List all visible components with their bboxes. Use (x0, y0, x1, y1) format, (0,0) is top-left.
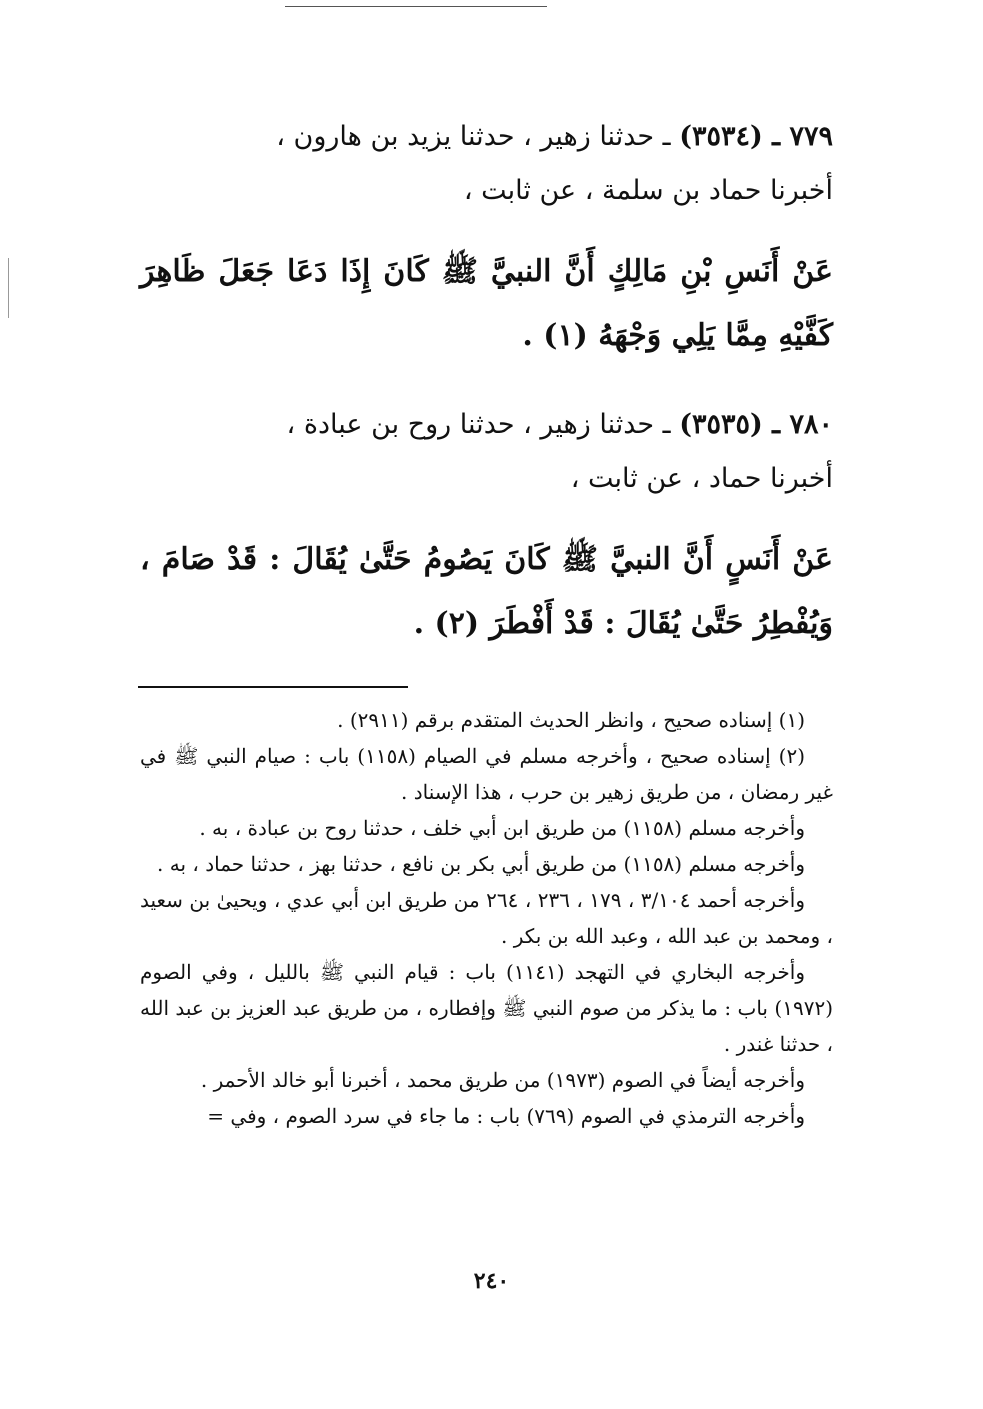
footnote: (٢) إسناده صحيح ، وأخرجه مسلم في الصيام (١١٥٨) باب : صيام النبي ﷺ في غير رمضان ، من طريق زهير بن حرب ، هذا الإسناد . (140, 744, 833, 804)
isnad (140, 398, 833, 506)
isnad-line-1: ـ حدثنا زهير ، حدثنا روح بن عبادة ، (286, 409, 671, 440)
isnad-line-1: ـ حدثنا زهير ، حدثنا يزيد بن هارون ، (276, 121, 671, 152)
footnote: (١) إسناده صحيح ، وانظر الحديث المتقدم برقم (٢٩١١) . (337, 708, 805, 732)
hadith-entry-779 (140, 110, 833, 368)
footnotes (140, 702, 833, 1134)
footnote: وأخرجه أيضاً في الصوم (١٩٧٣) من طريق محمد ، أخبرنا أبو خالد الأحمر . (200, 1068, 805, 1092)
hadith-entry-780 (140, 398, 833, 656)
hadith-number: ٧٧٩ ـ (٣٥٣٤) (679, 121, 833, 152)
page-number: ٢٤٠ (473, 1268, 510, 1294)
scan-mark (8, 258, 9, 318)
footnote: وأخرجه مسلم (١١٥٨) من طريق أبي بكر بن نافع ، حدثنا بهز ، حدثنا حماد ، به . (157, 852, 805, 876)
footnote: وأخرجه أحمد ٣/١٠٤ ، ١٧٩ ، ٢٣٦ ، ٢٦٤ من طريق ابن أبي عدي ، ويحيىٰ بن سعيد ، ومحمد بن عبد الله ، وعبد الله بن بكر . (140, 888, 833, 948)
footnote: وأخرجه مسلم (١١٥٨) من طريق ابن أبي خلف ، حدثنا روح بن عبادة ، به . (199, 816, 805, 840)
page-body (140, 110, 833, 1134)
isnad-line-2: أخبرنا حماد بن سلمة ، عن ثابت ، (463, 175, 833, 206)
footnote-separator (138, 686, 408, 688)
matn: عَنْ أَنَسِ بْنِ مَالِكٍ أَنَّ النبيَّ ﷺ كَانَ إِذَا دَعَا جَعَلَ ظَاهِرَ كَفَّيْهِ مِمَّا يَلِي وَجْهَهُ (١) . (140, 254, 833, 353)
isnad-line-2: أخبرنا حماد ، عن ثابت ، (570, 463, 833, 494)
top-rule (285, 6, 547, 7)
matn: عَنْ أَنَسٍ أَنَّ النبيَّ ﷺ كَانَ يَصُومُ حَتَّىٰ يُقَالَ : قَدْ صَامَ ، وَيُفْطِرُ حَتَّىٰ يُقَالَ : قَدْ أَفْطَرَ (٢) . (140, 542, 833, 641)
footnote: وأخرجه البخاري في التهجد (١١٤١) باب : قيام النبي ﷺ بالليل ، وفي الصوم (١٩٧٢) باب : ما يذكر من صوم النبي ﷺ وإفطاره ، من طريق عبد العزيز بن عبد الله ، حدثنا غندر . (140, 960, 833, 1056)
hadith-number: ٧٨٠ ـ (٣٥٣٥) (679, 409, 833, 440)
isnad (140, 110, 833, 218)
footnote: وأخرجه الترمذي في الصوم (٧٦٩) باب : ما جاء في سرد الصوم ، وفي = (207, 1104, 805, 1128)
